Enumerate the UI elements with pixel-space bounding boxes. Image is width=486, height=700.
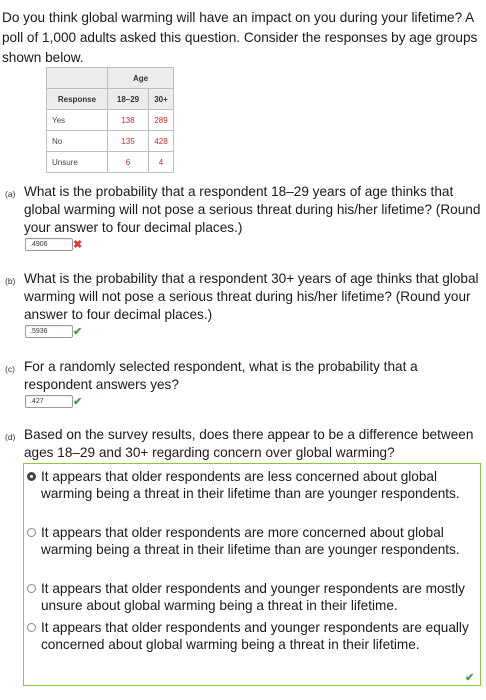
age-30-plus-header: 30+ <box>149 89 174 110</box>
question-b-text: What is the probability that a respondent 30+ years of age thinks that global warming will not pose a serious threat during his/her lifetime? (Round your answer to four decimal places.) <box>24 271 479 322</box>
question-d-text: Based on the survey results, does there appear to be a difference between ages 18–29 and 30+ regarding concern over global warming? <box>24 427 474 460</box>
radio-unselected[interactable] <box>27 528 36 537</box>
row-label: Yes <box>47 110 108 131</box>
question-c-text: For a randomly selected respondent, what is the probability that a respondent answers yes? <box>24 359 418 392</box>
correct-check-icon: ✔ <box>73 326 83 338</box>
option-text: It appears that older respondents are more concerned about global warming being a threat in their lifetime than are younger respondents. <box>41 525 460 557</box>
cell-30-plus: 289 <box>149 110 174 131</box>
response-table <box>46 67 174 173</box>
age-group-header: Age <box>108 68 174 89</box>
question-b-label: (b) <box>5 276 16 286</box>
option-text: It appears that older respondents and younger respondents are mostly unsure about global warming being a threat in their lifetime. <box>41 581 465 613</box>
cell-18-29: 6 <box>108 152 149 173</box>
incorrect-x-icon: ✖ <box>73 239 83 251</box>
table-corner <box>47 68 108 89</box>
table-row <box>47 152 174 173</box>
row-label: Unsure <box>47 152 108 173</box>
radio-unselected[interactable] <box>27 623 36 632</box>
cell-18-29: 138 <box>108 110 149 131</box>
response-header: Response <box>47 89 108 110</box>
option-text: It appears that older respondents and younger respondents are equally concerned about global warming being a threat in their lifetime. <box>41 620 469 652</box>
correct-check-icon: ✔ <box>73 396 83 408</box>
table-row <box>47 110 174 131</box>
age-18-29-header: 18–29 <box>108 89 149 110</box>
radio-unselected[interactable] <box>27 584 36 593</box>
row-label: No <box>47 131 108 152</box>
question-c-label: (c) <box>5 364 15 374</box>
correct-check-icon: ✔ <box>465 672 475 684</box>
cell-30-plus: 428 <box>149 131 174 152</box>
question-d-label: (d) <box>5 432 16 442</box>
option-text: It appears that older respondents are less concerned about global warming being a threat in their lifetime than are younger respondents. <box>41 469 460 501</box>
question-a-label: (a) <box>5 189 16 199</box>
question-a-text: What is the probability that a respondent 18–29 years of age thinks that global warming will not pose a serious threat during his/her lifetime? (Round your answer to four decimal places.) <box>24 184 481 235</box>
answer-c-input[interactable]: .427 <box>25 395 73 408</box>
cell-30-plus: 4 <box>149 152 174 173</box>
answer-a-input[interactable]: .4906 <box>25 238 73 251</box>
answer-b-input[interactable]: .5936 <box>25 325 73 338</box>
radio-selected[interactable] <box>27 472 36 481</box>
table-row <box>47 131 174 152</box>
cell-18-29: 135 <box>108 131 149 152</box>
answer-options-group <box>23 463 481 686</box>
problem-intro: Do you think global warming will have an impact on you during your lifetime? A poll of 1,000 adults asked this question. Consider the responses by age groups shown below. <box>2 10 478 65</box>
